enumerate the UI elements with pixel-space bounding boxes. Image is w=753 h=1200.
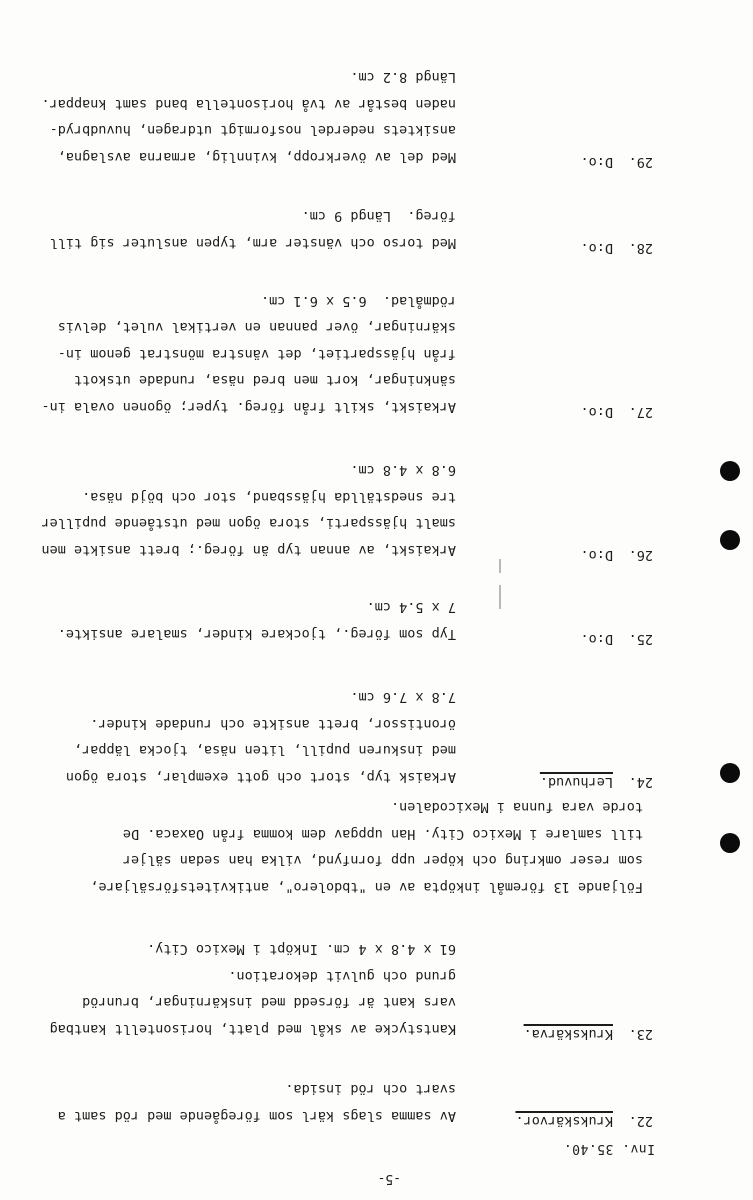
entry-description bbox=[16, 457, 456, 563]
entry-number: 25. bbox=[628, 631, 653, 647]
description-line: vars kant är försedd med inskärningar, brunröd bbox=[82, 994, 456, 1011]
description-line: 7 x 5.4 cm. bbox=[366, 599, 456, 616]
note-line: Följande 13 föremål inköpta av en "tbdolero", antikvitetsförsäljare, bbox=[90, 879, 643, 895]
entry-description bbox=[16, 594, 456, 647]
description-line: naden består av två horisontella band samt knappar. bbox=[41, 96, 456, 112]
description-line: skärningar, över pannan en vertikal vulet, delvis bbox=[57, 319, 456, 336]
punch-hole bbox=[720, 461, 740, 481]
entry-description bbox=[16, 64, 456, 170]
description-line: från hjässpartiet, det vänstra mönstrat genom in- bbox=[57, 346, 456, 362]
punch-hole bbox=[720, 530, 740, 550]
note-line: torde vara funna i Mexicodalen. bbox=[391, 799, 643, 816]
entry-number: 29. bbox=[628, 154, 653, 170]
description-line: Med torso och vänster arm, typen ansluter sig till bbox=[49, 235, 456, 251]
entry-label: Lerhuvud. bbox=[539, 774, 613, 790]
description-line: ansiktets nederdel nosformigt utdragen, huvudbryd- bbox=[49, 122, 456, 139]
entry-number: 23. bbox=[628, 1026, 653, 1042]
punch-hole bbox=[720, 833, 740, 853]
entry-label: D:o. bbox=[580, 240, 613, 256]
entry-label: D:o. bbox=[580, 547, 613, 563]
description-line: svart och röd insida. bbox=[285, 1081, 456, 1098]
description-line: rödmålad. 6.5 x 6.1 cm. bbox=[260, 293, 456, 309]
purchase-note bbox=[23, 794, 643, 900]
description-line: 61 x 4.8 x 4 cm. Inköpt i Mexico City. bbox=[147, 941, 456, 958]
description-line: tre snedställda hjässband, stor och böjd näsa. bbox=[82, 489, 456, 505]
description-line: med inskuren pupill, liten näsa, tjocka läppar, bbox=[73, 742, 456, 759]
scan-mark bbox=[499, 559, 501, 573]
punch-hole bbox=[720, 763, 740, 783]
description-line: örontissor, brett ansikte och rundade kinder. bbox=[90, 716, 456, 732]
description-line: Med del av överkropp, kvinnlig, armarna avslagna, bbox=[57, 149, 456, 165]
description-line: Arkaiskt, av annan typ än föreg.; brett ansikte men bbox=[41, 542, 456, 558]
entry-number: 26. bbox=[628, 547, 653, 563]
page-number: -5- bbox=[377, 1171, 401, 1186]
entry-description bbox=[16, 203, 456, 256]
entry-description bbox=[16, 684, 456, 790]
description-line: Kantstycke av skål med platt, horisontellt kantbag bbox=[49, 1021, 456, 1037]
entry-number: 22. bbox=[628, 1113, 653, 1129]
description-line: föreg. Längd 9 cm. bbox=[301, 208, 456, 225]
entry-label: D:o. bbox=[580, 631, 613, 647]
description-line: 7.8 x 7.6 cm. bbox=[350, 689, 456, 706]
description-line: Typ som föreg., tjockare kinder, smalare ansikte. bbox=[57, 626, 456, 642]
description-line: Arkaisk typ, stort och gott exemplar, stora ögon bbox=[65, 769, 456, 785]
entry-label: D:o. bbox=[580, 404, 613, 420]
description-line: Längd 8.2 cm. bbox=[350, 69, 456, 86]
scan-mark bbox=[499, 585, 501, 609]
entry-label: Krukskärvor. bbox=[515, 1113, 613, 1129]
entry-number: 28. bbox=[628, 240, 653, 256]
description-line: Av samma slags kärl som föregående med röd samt a bbox=[57, 1108, 456, 1124]
description-line: grund och gulvit dekoration. bbox=[228, 968, 456, 984]
description-line: smalt hjässparti, stora ögon med utstående pupiller bbox=[41, 515, 456, 532]
description-line: sänkningar, kort men bred näsa, rundade utskott bbox=[73, 372, 456, 389]
note-line: till samlare i Mexico City. Han uppgav dem komma från Oaxaca. De bbox=[122, 826, 643, 842]
note-line: som reser omkring och köper upp fornfynd, vilka han sedan säljer bbox=[122, 852, 643, 869]
description-line: 6.8 x 4.8 cm. bbox=[350, 462, 456, 479]
entry-number: 27. bbox=[628, 404, 653, 420]
description-line: Arkaiskt, skilt från föreg. typer; ögonen ovala in- bbox=[41, 399, 456, 415]
entry-description bbox=[16, 1076, 456, 1129]
entry-number: 24. bbox=[628, 774, 653, 790]
entry-description bbox=[16, 288, 456, 421]
entry-label: Krukskärva. bbox=[523, 1026, 613, 1042]
entry-label: D:o. bbox=[580, 154, 613, 170]
entry-description bbox=[16, 936, 456, 1042]
inventory-number: Inv. 35.40. bbox=[563, 1141, 655, 1156]
